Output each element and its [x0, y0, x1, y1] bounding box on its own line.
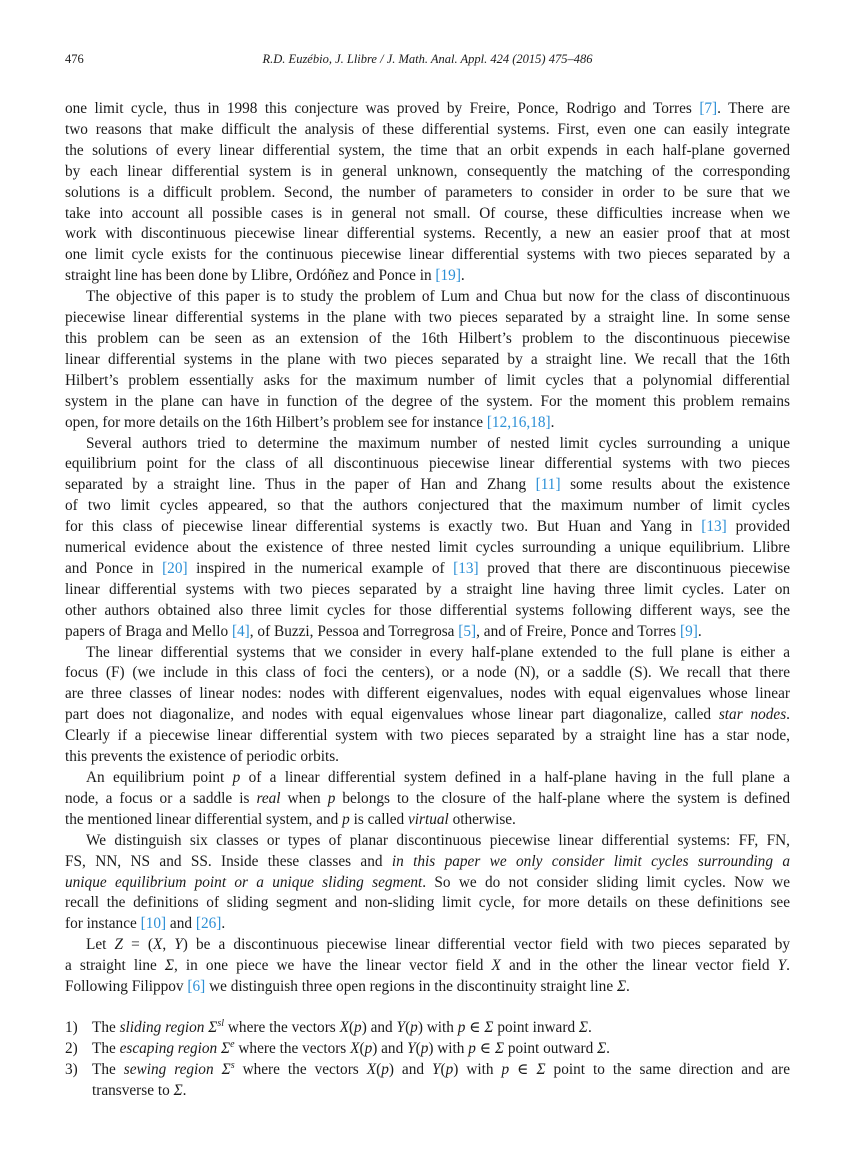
text-run: ) with	[417, 1019, 458, 1036]
citation-link[interactable]: [13]	[453, 559, 479, 577]
text-line	[92, 1018, 790, 1039]
text-run: . There are	[717, 100, 790, 117]
text-run: one limit cycle exists for the continuous piecewise linear differential systems with two pieces separated by a	[65, 246, 790, 264]
text-run: for instance	[65, 915, 141, 933]
text-run: .	[588, 1019, 592, 1036]
text-run: some results about the existence	[560, 476, 790, 494]
text-run: The	[92, 1039, 120, 1057]
superscript: e	[230, 1038, 235, 1050]
superscript: s	[230, 1059, 235, 1071]
text-run: and	[166, 915, 196, 933]
text-line	[65, 434, 790, 455]
text-run: ) and	[388, 1060, 432, 1078]
text-run: The linear differential systems that we consider in every half-plane extended to the full plane is either a	[86, 643, 790, 661]
text-line	[65, 873, 790, 894]
text-run: one limit cycle, thus in 1998 this conjecture was proved by Freire, Ponce, Rodrigo and Torres	[65, 100, 700, 117]
text-run: .	[786, 957, 790, 975]
text-line	[65, 831, 790, 852]
text-run: ) with	[428, 1039, 469, 1057]
text-line	[92, 1060, 790, 1081]
citation-link[interactable]: [10]	[140, 915, 167, 933]
math-symbol: Σ	[484, 1019, 494, 1036]
citation-link[interactable]: [12,16,18]	[486, 413, 551, 431]
text-run: = (	[123, 936, 153, 954]
citation-link[interactable]: [4]	[231, 622, 250, 640]
text-run: , of Buzzi, Pessoa and Torregrosa	[249, 622, 459, 640]
text-line	[65, 162, 790, 183]
text-line	[65, 684, 790, 705]
citation-link[interactable]: [20]	[162, 559, 188, 577]
math-symbol: X	[491, 957, 501, 975]
text-run: by each linear differential system is in general unknown, consequently the matching of the corresponding	[65, 162, 790, 180]
text-line	[65, 768, 790, 789]
text-line	[65, 977, 790, 998]
math-symbol: p	[327, 789, 336, 807]
text-run: papers of Braga and Mello	[65, 622, 232, 640]
text-run: take into account all possible cases is in general not small. Of course, these difficulties increase when we	[65, 204, 790, 222]
text-run: ∈	[475, 1039, 495, 1057]
math-symbol: Y	[407, 1039, 416, 1057]
emphasis-text: sliding region	[119, 1019, 205, 1036]
text-run: where the vectors	[234, 1039, 351, 1057]
emphasis-text: unique equilibrium point or a unique sliding segment	[65, 873, 423, 891]
text-run: Several authors tried to determine the maximum number of nested limit cycles surrounding a unique	[86, 434, 790, 452]
text-run: a straight line	[65, 957, 165, 975]
math-symbol: p	[501, 1060, 510, 1078]
text-line	[65, 517, 790, 538]
text-run: (	[415, 1039, 421, 1057]
text-run: and in the other the linear vector field	[500, 957, 778, 975]
text-run: point outward	[504, 1039, 598, 1057]
text-run: numerical evidence about the existence of three nested limit cycles surrounding a unique equilibrium. Llibre	[65, 539, 790, 557]
citation-link[interactable]: [13]	[701, 518, 727, 536]
text-run: work with discontinuous piecewise linear differential systems. Recently, a new an easier proof that at most	[65, 225, 790, 243]
paragraph	[65, 287, 790, 433]
text-line	[92, 1039, 790, 1060]
math-symbol: Σ	[208, 1019, 218, 1036]
text-run: ∈	[509, 1060, 537, 1078]
text-run: proved that there are discontinuous piecewise	[478, 559, 790, 577]
text-line	[65, 893, 790, 914]
text-run: and Ponce in	[65, 559, 163, 577]
math-symbol: p	[364, 1039, 373, 1057]
text-run: .	[606, 1039, 610, 1057]
text-line	[65, 914, 790, 935]
text-run: .	[697, 622, 702, 640]
text-run: piecewise linear differential systems in the plane with two pieces separated by a straight line. In some sense	[65, 309, 790, 327]
math-symbol: X	[152, 936, 163, 954]
emphasis-text: sewing region	[123, 1060, 214, 1078]
list-item	[65, 1060, 790, 1102]
citation-link[interactable]: [6]	[187, 978, 206, 996]
text-line	[65, 622, 790, 643]
superscript: sl	[217, 1017, 225, 1029]
text-run: other authors obtained also three limit cycles for those differential systems following different ways, see the	[65, 601, 790, 619]
text-run: when	[280, 789, 328, 807]
text-run: two reasons that make difficult the analysis of these differential systems. First, even one can easily integrate	[65, 120, 790, 138]
math-symbol: X	[366, 1060, 377, 1078]
text-line	[65, 956, 790, 977]
list-number: 1)	[65, 1019, 78, 1036]
text-line	[65, 601, 790, 622]
text-line	[65, 224, 790, 245]
text-run: for this class of piecewise linear differential systems is exactly two. But Huan and Yang in	[65, 518, 702, 536]
text-line	[65, 726, 790, 747]
math-symbol: p	[232, 769, 241, 786]
text-run: (	[405, 1019, 411, 1036]
math-symbol: Y	[432, 1060, 441, 1078]
list-text	[92, 1018, 790, 1039]
region-list	[65, 1018, 790, 1102]
text-line	[65, 183, 790, 204]
text-run: where the vectors	[234, 1060, 367, 1078]
math-symbol: p	[445, 1060, 454, 1078]
text-line	[65, 705, 790, 726]
text-line	[65, 392, 790, 413]
text-line	[65, 663, 790, 684]
text-run: .	[182, 1081, 187, 1099]
text-line	[92, 1081, 790, 1102]
text-run: FS, NN, NS and SS. Inside these classes and	[65, 852, 392, 870]
text-line	[65, 204, 790, 225]
paragraph	[65, 831, 790, 936]
text-run: (	[376, 1060, 382, 1078]
text-run: recall the definitions of sliding segment and non-sliding limit cycle, for more details on these definitions see	[65, 894, 790, 912]
math-symbol: p	[468, 1039, 476, 1057]
text-run	[214, 1061, 222, 1078]
text-run: An equilibrium point	[86, 769, 233, 786]
text-run: separated by a straight line. Thus in the paper of Han and Zhang	[65, 476, 536, 494]
text-run: equilibrium point for the class of all discontinuous piecewise linear differential systems with two pieces	[65, 455, 790, 473]
text-run: solutions is a difficult problem. Second, the number of parameters to consider in order to be sure that we	[65, 183, 790, 201]
text-run: , in one piece we have the linear vector field	[174, 957, 492, 975]
text-run: point inward	[493, 1019, 579, 1036]
math-symbol: Σ	[536, 1060, 546, 1078]
text-run: .	[550, 413, 555, 431]
text-line	[65, 329, 790, 350]
citation-link[interactable]: [19]	[435, 267, 461, 285]
math-symbol: X	[339, 1019, 349, 1036]
text-line	[65, 475, 790, 496]
text-line	[65, 99, 790, 120]
page-number: 476	[65, 52, 84, 66]
list-number: 2)	[65, 1039, 78, 1057]
text-run: the solutions of every linear differential system, the time that an orbit expends in each half-plane governed	[65, 141, 790, 159]
text-run: The	[92, 1060, 124, 1078]
text-run: point to the same direction and are	[545, 1060, 790, 1078]
text-run: Following Filippov	[65, 978, 188, 996]
text-run: linear differential systems in the plane with two pieces separated by a straight line. We recall that the 16th	[65, 350, 790, 368]
math-symbol: Z	[114, 936, 124, 954]
text-line	[65, 580, 790, 601]
text-run: straight line has been done by Llibre, Ordóñez and Ponce in	[65, 267, 436, 285]
text-run: belongs to the closure of the half-plane where the system is defined	[335, 789, 790, 807]
math-symbol: Σ	[578, 1019, 589, 1036]
text-line	[65, 350, 790, 371]
body-text	[65, 99, 790, 998]
math-symbol: p	[457, 1019, 466, 1036]
text-run: Let	[86, 936, 115, 954]
list-number: 3)	[65, 1060, 78, 1078]
text-run: The	[92, 1019, 120, 1036]
math-symbol: Σ	[597, 1039, 607, 1057]
text-run: the mentioned linear differential system, and	[65, 810, 343, 828]
paragraph	[65, 768, 790, 831]
text-run: of two limit cycles appeared, so that the authors conjectured that the maximum number of limit cycles	[65, 497, 790, 515]
text-line	[65, 496, 790, 517]
math-symbol: Y	[396, 1019, 406, 1036]
text-line	[65, 789, 790, 810]
text-run: system in the plane can have in function of the degree of the system. For the moment this problem remains	[65, 392, 790, 410]
text-run: .	[626, 978, 630, 996]
text-run: part does not diagonalize, and nodes with equal eigenvalues whose linear part diagonalize, called	[65, 706, 719, 724]
text-run: inspired in the numerical example of	[187, 559, 454, 577]
text-line	[65, 747, 790, 768]
text-run: .	[221, 915, 226, 933]
text-run: ∈	[465, 1019, 485, 1036]
text-run: Clearly if a piecewise linear differential system with two pieces separated by a straight line has a star node,	[65, 727, 790, 745]
paragraph	[65, 935, 790, 998]
text-run: ,	[162, 936, 175, 954]
text-run: linear differential systems with two pieces separated by a straight line having three limit cycles. Later on	[65, 580, 790, 598]
math-symbol: Σ	[164, 957, 174, 975]
citation-link[interactable]: [7]	[699, 100, 718, 117]
text-run: node, a focus or a saddle is	[65, 789, 257, 807]
text-line	[65, 371, 790, 392]
text-run: .	[786, 706, 790, 724]
text-run: (	[348, 1019, 355, 1036]
text-run: provided	[726, 518, 790, 536]
paragraph	[65, 643, 790, 768]
paragraph	[65, 434, 790, 643]
text-run: The objective of this paper is to study the problem of Lum and Chua but now for the class of discontinuous	[86, 288, 790, 306]
text-run: Hilbert’s problem essentially asks for the maximum number of limit cycles that a polynomial differential	[65, 371, 790, 389]
text-run: open, for more details on the 16th Hilbert’s problem see for instance	[65, 413, 487, 431]
text-run: ) with	[453, 1060, 502, 1078]
citation-link[interactable]: [5]	[458, 622, 477, 640]
citation-link[interactable]: [11]	[535, 476, 561, 494]
text-line	[65, 810, 790, 831]
math-symbol: Σ	[221, 1060, 231, 1078]
running-head: R.D. Euzébio, J. Llibre / J. Math. Anal. Appl. 424 (2015) 475–486	[262, 52, 593, 66]
math-symbol: p	[342, 810, 350, 828]
text-line	[65, 287, 790, 308]
text-run: .	[460, 267, 465, 285]
text-line	[65, 643, 790, 664]
math-symbol: Σ	[173, 1081, 183, 1099]
math-symbol: p	[420, 1039, 429, 1057]
text-run: (	[440, 1060, 446, 1078]
math-symbol: Y	[777, 957, 787, 975]
text-line	[65, 141, 790, 162]
text-run: , and of Freire, Ponce and Torres	[476, 622, 680, 640]
math-symbol: p	[354, 1019, 362, 1036]
text-run: are three classes of linear nodes: nodes with different eigenvalues, nodes with equal eigenvalues whose linear	[65, 685, 790, 703]
list-item	[65, 1018, 790, 1039]
text-line	[65, 308, 790, 329]
citation-link[interactable]: [26]	[195, 915, 222, 933]
text-run: transverse to	[92, 1081, 174, 1099]
math-symbol: Σ	[494, 1039, 505, 1057]
text-line	[65, 454, 790, 475]
text-line	[65, 413, 790, 434]
paragraph	[65, 99, 790, 287]
math-symbol: Σ	[221, 1039, 231, 1057]
math-symbol: p	[381, 1060, 389, 1078]
text-line	[65, 852, 790, 873]
text-run: We distinguish six classes or types of planar discontinuous piecewise linear differential systems: FF, FN,	[86, 831, 790, 849]
text-run: is called	[349, 810, 408, 828]
text-run: focus (F) (we include in this class of foci the centers), or a node (N), or a saddle (S). We recall that there	[65, 664, 790, 682]
emphasis-text: star nodes	[718, 706, 787, 724]
text-run: of a linear differential system defined in a half-plane having in the full plane a	[240, 769, 790, 786]
text-line	[65, 538, 790, 559]
list-text	[92, 1039, 790, 1060]
text-run: this prevents the existence of periodic orbits.	[65, 748, 339, 766]
math-symbol: p	[410, 1019, 418, 1036]
math-symbol: X	[350, 1039, 360, 1057]
text-line	[65, 935, 790, 956]
math-symbol: Y	[174, 936, 183, 954]
text-run: ) and	[372, 1039, 408, 1057]
list-item	[65, 1039, 790, 1060]
text-run: . So we do not consider sliding limit cycles. Now we	[422, 873, 790, 891]
emphasis-text: real	[256, 789, 281, 807]
text-run: this problem can be seen as an extension of the 16th Hilbert’s problem to the discontinuous piecewise	[65, 329, 790, 347]
text-run: ) be a discontinuous piecewise linear differential vector field with two pieces separated by	[182, 936, 790, 954]
text-line	[65, 559, 790, 580]
text-line	[65, 120, 790, 141]
list-text	[92, 1060, 790, 1102]
text-run: (	[359, 1039, 365, 1057]
emphasis-text: in this paper we only consider limit cycles surrounding a	[391, 852, 790, 870]
citation-link[interactable]: [9]	[679, 622, 698, 640]
emphasis-text: escaping region	[119, 1039, 218, 1057]
emphasis-text: virtual	[407, 810, 449, 828]
math-symbol: Σ	[616, 978, 627, 996]
text-run: where the vectors	[224, 1019, 340, 1036]
text-line	[65, 266, 790, 287]
text-run: ) and	[361, 1019, 397, 1036]
text-line	[65, 245, 790, 266]
text-run: we distinguish three open regions in the discontinuity straight line	[205, 978, 617, 996]
text-run: otherwise.	[448, 810, 516, 828]
